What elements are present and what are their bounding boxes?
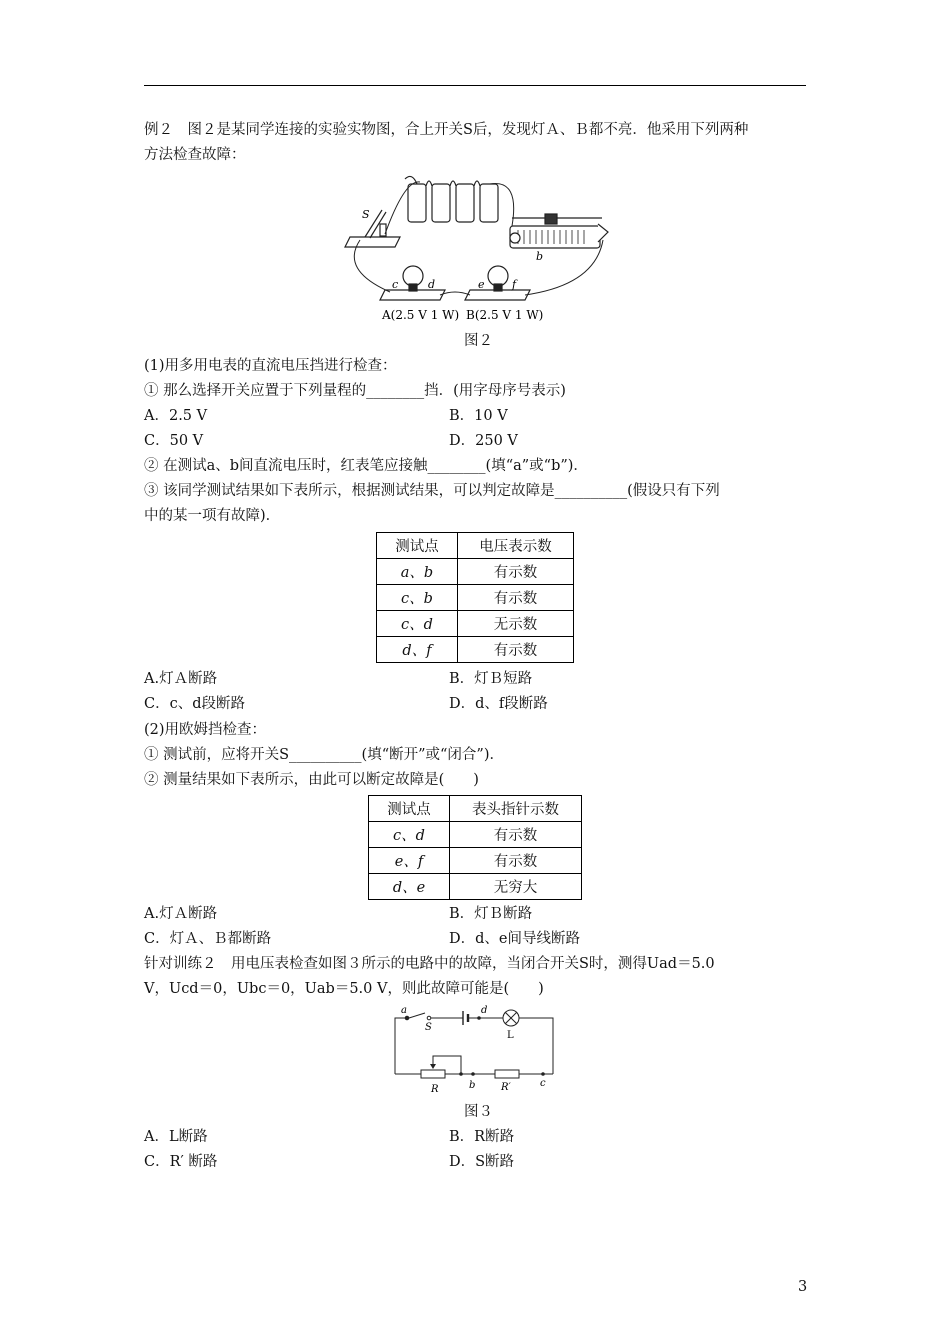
question5: ② 测量结果如下表所示，由此可以断定故障是( ) bbox=[144, 772, 479, 788]
table-cell: 有示数 bbox=[458, 559, 574, 585]
table-cell: 无示数 bbox=[458, 611, 574, 637]
q5-option-a: A.灯Ａ断路 bbox=[144, 906, 218, 922]
table-row bbox=[377, 559, 574, 585]
table-row bbox=[377, 585, 574, 611]
q5-option-c: C．灯Ａ、Ｂ都断路 bbox=[144, 931, 272, 947]
table-cell: c、b bbox=[377, 585, 458, 611]
q3-option-b: B．灯Ｂ短路 bbox=[449, 671, 533, 687]
question1: ① 那么选择开关应置于下列量程的________挡．(用字母序号表示) bbox=[144, 383, 566, 399]
training2-option-a: A．L断路 bbox=[144, 1129, 208, 1145]
table-header-cell: 测试点 bbox=[377, 533, 458, 559]
fig3-b-label: b bbox=[469, 1080, 476, 1091]
q5-option-b: B．灯Ｂ断路 bbox=[449, 906, 533, 922]
table-cell: e、f bbox=[369, 848, 450, 874]
figure3-circuit bbox=[385, 1002, 565, 1102]
fig3-rp-label: R′ bbox=[501, 1082, 511, 1093]
figure2-d-label: d bbox=[428, 278, 436, 291]
table-cell: 有示数 bbox=[458, 637, 574, 663]
table-cell: 有示数 bbox=[450, 822, 582, 848]
ohm-test-table bbox=[368, 795, 582, 900]
battery-pack bbox=[405, 176, 498, 222]
part2-title: (2)用欧姆挡检查： bbox=[144, 722, 267, 738]
q1-option-a: A．2.5 V bbox=[144, 408, 208, 424]
q1-option-b: B．10 V bbox=[449, 408, 508, 424]
table-header-cell: 电压表示数 bbox=[458, 533, 574, 559]
figure2-b-label: b bbox=[536, 250, 544, 263]
example2-line2: 方法检查故障： bbox=[144, 147, 246, 163]
table-cell: c、d bbox=[377, 611, 458, 637]
lamp-b bbox=[465, 266, 530, 300]
table-cell: c、d bbox=[369, 822, 450, 848]
rheostat bbox=[510, 214, 608, 248]
table-row bbox=[369, 822, 582, 848]
fig3-a-label: a bbox=[401, 1005, 407, 1016]
lamp-b-label: B(2.5 V 1 W) bbox=[466, 308, 544, 322]
question3-line1: ③ 该同学测试结果如下表所示，根据测试结果，可以判定故障是__________(假设只有下列 bbox=[144, 483, 720, 499]
table-cell: 有示数 bbox=[458, 585, 574, 611]
lamp-a bbox=[380, 266, 445, 300]
part1-title: (1)用多用电表的直流电压挡进行检查： bbox=[144, 358, 397, 374]
table-cell: a、b bbox=[377, 559, 458, 585]
question2: ② 在测试a、b间直流电压时，红表笔应接触________(填“a”或“b”)． bbox=[144, 458, 588, 474]
question3-line2: 中的某一项有故障)． bbox=[144, 508, 281, 524]
q5-option-d: D．d、e间导线断路 bbox=[449, 931, 580, 947]
figure3-caption: 图３ bbox=[464, 1104, 493, 1120]
q3-option-c: C．c、d段断路 bbox=[144, 696, 245, 712]
table-row bbox=[369, 848, 582, 874]
question4: ① 测试前，应将开关S__________(填“断开”或“闭合”)． bbox=[144, 747, 505, 763]
table-row bbox=[377, 637, 574, 663]
training2-line2: V，Ucd＝0，Ubc＝0，Uab＝5.0 V，则此故障可能是( ) bbox=[144, 981, 544, 997]
fig3-c-label: c bbox=[540, 1078, 546, 1089]
table-row bbox=[369, 874, 582, 900]
fig3-l-label: L bbox=[507, 1030, 514, 1041]
table-header-row bbox=[369, 796, 582, 822]
q3-option-d: D．d、f段断路 bbox=[449, 696, 548, 712]
training2-option-d: D．S断路 bbox=[449, 1154, 515, 1170]
figure2-caption: 图２ bbox=[464, 333, 493, 349]
training2-option-c: C．R′ 断路 bbox=[144, 1154, 218, 1170]
figure2-s-label: S bbox=[362, 208, 370, 221]
training2-option-b: B．R断路 bbox=[449, 1129, 515, 1145]
table-cell: 无穷大 bbox=[450, 874, 582, 900]
fig3-r-label: R bbox=[431, 1084, 439, 1095]
figure2-f-label: f bbox=[512, 278, 517, 291]
table-row bbox=[377, 611, 574, 637]
table-header-cell: 表头指针示数 bbox=[450, 796, 582, 822]
table-cell: d、f bbox=[377, 637, 458, 663]
page-number: 3 bbox=[798, 1279, 808, 1295]
table-cell: 有示数 bbox=[450, 848, 582, 874]
training2-line1: 针对训练２ 用电压表检查如图３所示的电路中的故障，当闭合开关S时，测得Uad＝5.0 bbox=[144, 956, 715, 972]
header-rule bbox=[144, 85, 806, 86]
figure2-e-label: e bbox=[478, 278, 485, 291]
q3-option-a: A.灯Ａ断路 bbox=[144, 671, 218, 687]
figure2-apparatus bbox=[340, 172, 620, 327]
q1-option-c: C．50 V bbox=[144, 433, 204, 449]
lamp-a-label: A(2.5 V 1 W) bbox=[382, 308, 460, 322]
fig3-d-label: d bbox=[481, 1005, 488, 1016]
table-cell: d、e bbox=[369, 874, 450, 900]
table-header-cell: 测试点 bbox=[369, 796, 450, 822]
fig3-s-label: S bbox=[425, 1022, 432, 1033]
voltage-test-table bbox=[376, 532, 574, 663]
q1-option-d: D．250 V bbox=[449, 433, 518, 449]
figure2-c-label: c bbox=[392, 278, 399, 291]
table-header-row bbox=[377, 533, 574, 559]
example2-line1: 例２ 图２是某同学连接的实验实物图，合上开关S后，发现灯Ａ、Ｂ都不亮．他采用下列两种 bbox=[144, 122, 749, 138]
